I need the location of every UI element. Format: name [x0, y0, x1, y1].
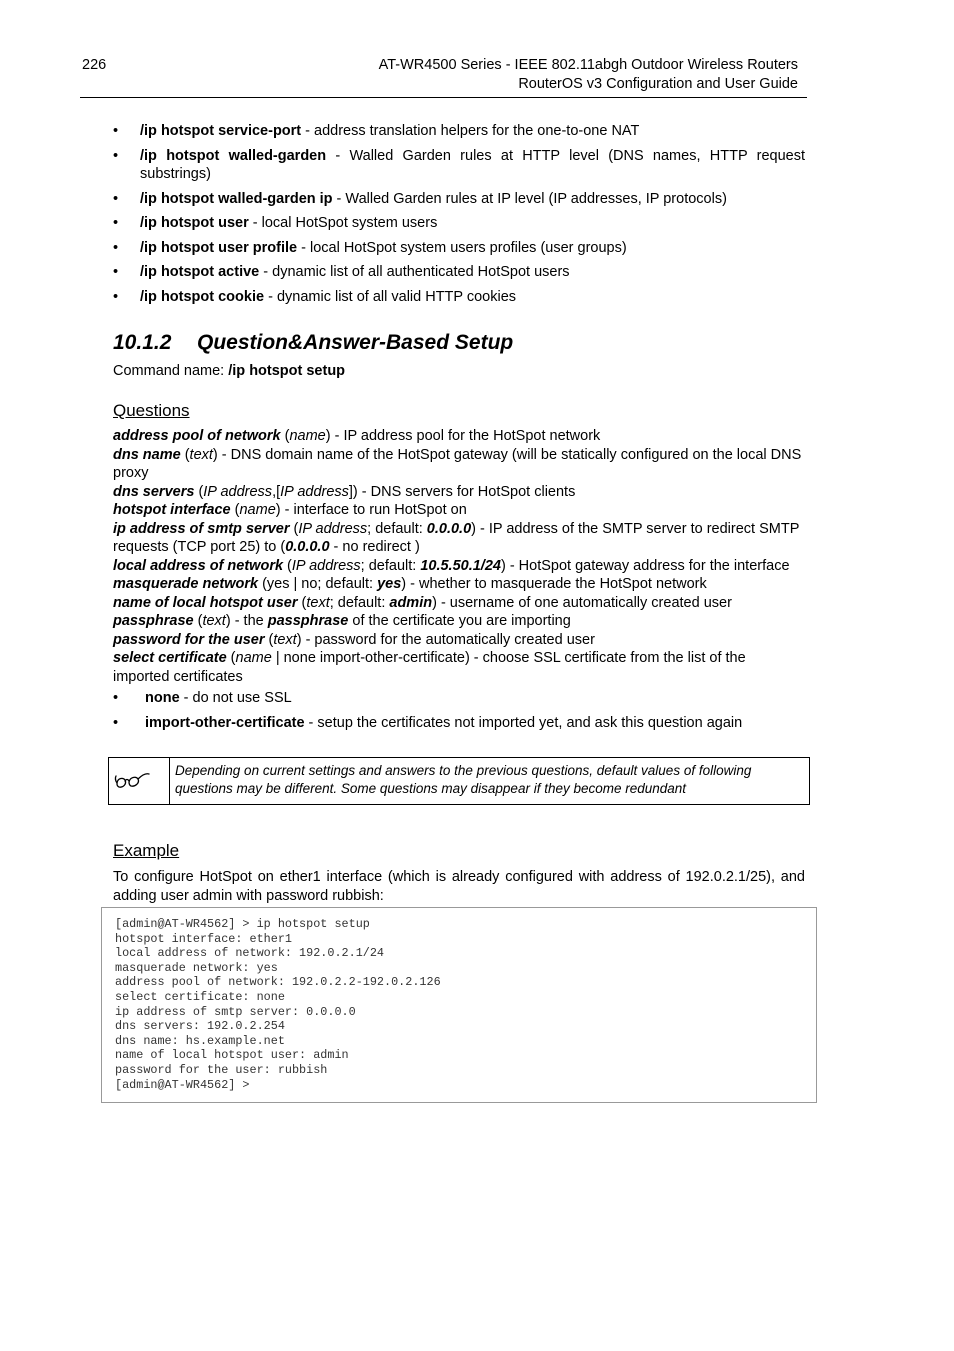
questions-heading: Questions — [113, 401, 190, 420]
menu-command: /ip hotspot service-port — [140, 123, 302, 139]
section-number: 10.1.2 — [113, 331, 172, 354]
command-label: Command name: — [113, 363, 229, 379]
section-title-text: Question&Answer-Based Setup — [197, 331, 514, 354]
list-item: • none - do not use SSL — [113, 690, 292, 706]
bullet-icon: • — [113, 215, 119, 231]
bullet-icon: • — [113, 190, 119, 207]
menu-description: - address translation helpers for the one-to-one NAT — [301, 123, 640, 139]
question-item: hotspot interface (name) - interface to run HotSpot on — [113, 502, 467, 518]
menu-description: - Walled Garden rules at IP level (IP addresses, IP protocols) — [332, 190, 727, 207]
running-header — [379, 56, 798, 93]
note-text: Depending on current settings and answers to the previous questions, default values of following questions may be different. Some questions may disappear if they become redundant — [175, 763, 752, 796]
menu-description: - local HotSpot system users — [248, 215, 438, 231]
section-title — [113, 330, 513, 356]
question-item: select certificate (name | none import-other-certificate) - choose SSL certificate from the list of the imported certificates — [113, 650, 746, 685]
example-intro: To configure HotSpot on ether1 interface (which is already configured with address of 192.0.2.1/25), and adding user admin with password rubbish: — [113, 869, 805, 904]
header-rule — [80, 97, 807, 98]
page-number: 226 — [82, 57, 107, 73]
glasses-icon — [109, 758, 170, 804]
menu-command: /ip hotspot walled-garden — [140, 147, 327, 164]
question-item: passphrase (text) - the passphrase of the certificate you are importing — [113, 613, 571, 629]
question-item: password for the user (text) - password for the automatically created user — [113, 631, 595, 648]
question-item: ip address of smtp server (IP address; default: 0.0.0.0) - IP address of the SMTP server to redirect SMTP requests (TCP port 25) to (0.0.0.0 - no redirect ) — [113, 520, 800, 555]
questions-list — [113, 427, 805, 686]
menu-description: - dynamic list of all valid HTTP cookies — [264, 288, 517, 305]
question-item: dns servers (IP address,[IP address]) - DNS servers for HotSpot clients — [113, 483, 576, 500]
list-item — [113, 288, 805, 307]
menu-command: /ip hotspot active — [140, 264, 260, 280]
question-item: local address of network (IP address; default: 10.5.50.1/24) - HotSpot gateway address for the interface — [113, 557, 790, 574]
command-name — [113, 362, 345, 381]
bullet-icon: • — [113, 123, 119, 139]
bullet-icon: • — [113, 690, 119, 706]
list-item — [113, 147, 805, 184]
bullet-icon: • — [113, 147, 119, 164]
certificate-options — [113, 689, 805, 738]
menu-command: /ip hotspot cookie — [140, 288, 265, 305]
note-box — [108, 757, 810, 805]
code-text: [admin@AT-WR4562] > ip hotspot setup hotspot interface: ether1 local address of network: 192.0.2.1/24 masquerade network: yes address pool of network: 192.0.2.2-192.0.2.126 select certificate: none ip address of smtp server: 0.0.0.0 dns servers: 192.0.2.254 dns name: hs.example.net name of local hotspot user: admin password for the user: rubbish [admin@AT-WR4562] > — [115, 917, 441, 1092]
question-item: address pool of network (name) - IP address pool for the HotSpot network — [113, 428, 601, 444]
menu-description: - dynamic list of all authenticated HotSpot users — [259, 264, 570, 280]
bullet-icon: • — [113, 264, 119, 280]
list-item — [113, 214, 805, 233]
example-heading: Example — [113, 841, 180, 860]
list-item — [113, 263, 805, 282]
question-item: name of local hotspot user (text; default: admin) - username of one automatically created user — [113, 594, 732, 611]
bullet-icon: • — [113, 239, 119, 256]
list-item — [113, 239, 805, 258]
header-title-line2: RouterOS v3 Configuration and User Guide — [518, 75, 798, 92]
menu-command: /ip hotspot user profile — [140, 239, 298, 256]
menu-command: /ip hotspot user — [140, 215, 249, 231]
question-item: masquerade network (yes | no; default: yes) - whether to masquerade the HotSpot network — [113, 576, 707, 592]
menu-command: /ip hotspot walled-garden ip — [140, 190, 333, 207]
menu-description: - Walled Garden rules at HTTP level (DNS names, HTTP request substrings) — [140, 147, 805, 182]
list-item: • import-other-certificate - setup the certificates not imported yet, and ask this question again — [113, 714, 743, 731]
menu-description: - local HotSpot system users profiles (user groups) — [297, 239, 627, 256]
list-item — [113, 190, 805, 209]
command-value: /ip hotspot setup — [228, 363, 346, 379]
code-block — [101, 907, 817, 1103]
bullet-icon: • — [113, 714, 119, 731]
list-item — [113, 122, 805, 141]
bullet-icon: • — [113, 288, 119, 305]
header-title-line1: AT-WR4500 Series - IEEE 802.11abgh Outdoor Wireless Routers — [378, 57, 798, 73]
question-item: dns name (text) - DNS domain name of the HotSpot gateway (will be statically configured on the local DNS proxy — [113, 446, 802, 481]
menu-list — [113, 122, 805, 312]
